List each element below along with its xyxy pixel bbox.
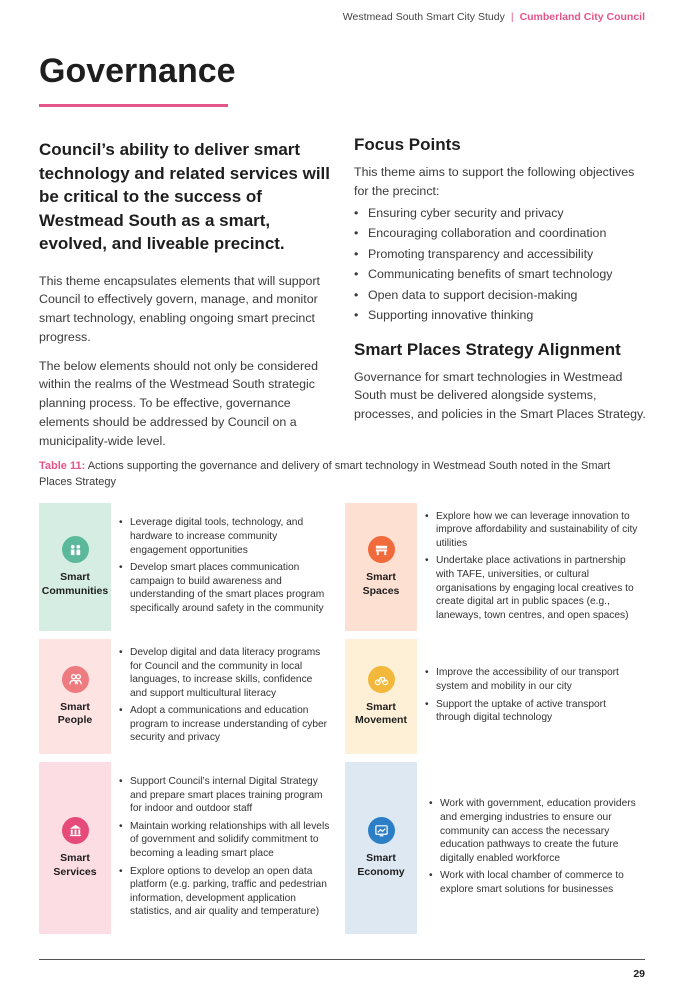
card-side [345, 503, 417, 631]
header-separator: | [510, 11, 514, 23]
table-caption-text: Actions supporting the governance and delivery of smart technology in Westmead South noted in the Smart Places Strategy [39, 460, 611, 488]
card-label: Smart Economy [357, 852, 405, 878]
card-label: Smart Communities [41, 571, 109, 597]
growth-chart-icon [368, 817, 395, 844]
card-label: Smart People [57, 700, 93, 726]
action-item: • Develop digital and data literacy programs for Council and the community in local languages, to increase skills, confidence and support multicultural literacy [119, 646, 332, 700]
card-smart-spaces [345, 503, 645, 631]
action-item: • Support Council’s internal Digital Strategy and prepare smart places training program for indoor and outdoor staff [119, 775, 332, 816]
page-number: 29 [633, 968, 645, 980]
card-body [111, 503, 338, 631]
page-header [343, 11, 645, 23]
action-list [119, 516, 332, 619]
action-item: • Develop smart places communication campaign to build awareness and understanding of the smart places program specifically around safety in the community [119, 561, 332, 615]
action-item: • Undertake place activations in partnership with TAFE, universities, or cultural organisations by engaging local creatives to create digital art in public spaces (e.g., laneways, town centres, and open spaces) [425, 554, 639, 622]
card-side [39, 639, 111, 754]
action-item: • Explore options to develop an open data platform (e.g. parking, traffic and pedestrian information, development application statistics, and air quality and temperature) [119, 865, 332, 919]
action-list [429, 797, 639, 900]
action-list [119, 775, 332, 923]
focus-item: • Promoting transparency and accessibility [354, 244, 646, 265]
card-side [39, 762, 111, 934]
lead-statement: Council’s ability to deliver smart technology and related services will be critical to the success of Westmead South as a smart, evolved, and liveable precinct. [39, 140, 330, 253]
card-smart-movement [345, 639, 645, 754]
footer-divider [39, 959, 645, 960]
focus-item: • Ensuring cyber security and privacy [354, 203, 646, 224]
card-smart-people [39, 639, 338, 754]
card-label: Smart Movement [355, 700, 407, 726]
focus-list [354, 203, 646, 326]
action-item: • Improve the accessibility of our transport system and mobility in our city [425, 666, 639, 693]
card-body [417, 503, 645, 631]
card-side [345, 639, 417, 754]
card-body [417, 762, 645, 934]
card-side [345, 762, 417, 934]
card-label: Smart Spaces [362, 571, 400, 597]
focus-heading: Focus Points [354, 135, 461, 154]
focus-item: • Supporting innovative thinking [354, 305, 646, 326]
action-list [425, 510, 639, 627]
focus-item: • Communicating benefits of smart technology [354, 264, 646, 285]
focus-intro: This theme aims to support the following objectives for the precinct: [354, 165, 635, 198]
card-smart-economy [345, 762, 645, 934]
page-title: Governance [39, 52, 236, 90]
card-label: Smart Services [53, 852, 97, 878]
action-list [425, 666, 639, 728]
card-body [111, 639, 338, 754]
card-body [417, 639, 645, 754]
card-smart-communities [39, 503, 338, 631]
focus-item: • Encouraging collaboration and coordination [354, 223, 646, 244]
people-icon [62, 666, 89, 693]
action-list [119, 646, 332, 749]
title-underline [39, 104, 228, 107]
left-column [39, 138, 331, 461]
people-group-icon [62, 536, 89, 563]
action-item: • Work with local chamber of commerce to explore smart solutions for businesses [429, 869, 639, 896]
bike-icon [368, 666, 395, 693]
bench-icon [368, 536, 395, 563]
building-icon [62, 817, 89, 844]
intro-paragraph: This theme encapsulates elements that will support Council to effectively govern, manage, and monitor smart technology, enabling ongoing smart precinct progress. [39, 273, 320, 344]
action-item: • Work with government, education providers and emerging industries to ensure our community can access the necessary education pathways to create the future digitally enabled workforce [429, 797, 639, 865]
alignment-heading: Smart Places Strategy Alignment [354, 339, 621, 359]
action-item: • Adopt a communications and education program to increase understanding of cyber security and privacy [119, 704, 332, 745]
card-body [111, 762, 338, 934]
action-item: • Leverage digital tools, technology, and hardware to increase community engagement opportunities [119, 516, 332, 557]
card-side [39, 503, 111, 631]
table-caption [39, 459, 645, 490]
action-item: • Support the uptake of active transport through digital technology [425, 698, 639, 725]
focus-item: • Open data to support decision-making [354, 285, 646, 306]
scope-paragraph: The below elements should not only be considered within the realms of the Westmead South strategic planning process. To be effective, governance elements should be addressed by Council on a municipality-wide level. [39, 358, 318, 448]
alignment-text: Governance for smart technologies in Westmead South must be delivered alongside systems, processes, and policies in the Smart Places Strategy. [354, 369, 646, 422]
action-item: • Explore how we can leverage innovation to improve affordability and sustainability of city utilities [425, 510, 639, 551]
right-column [354, 135, 646, 434]
card-smart-services [39, 762, 338, 934]
study-name: Westmead South Smart City Study [342, 11, 505, 23]
action-item: • Maintain working relationships with all levels of government and solidify commitment to becoming a leading smart place [119, 820, 332, 861]
council-name: Cumberland City Council [519, 11, 645, 23]
table-caption-label: Table 11: [39, 460, 86, 472]
